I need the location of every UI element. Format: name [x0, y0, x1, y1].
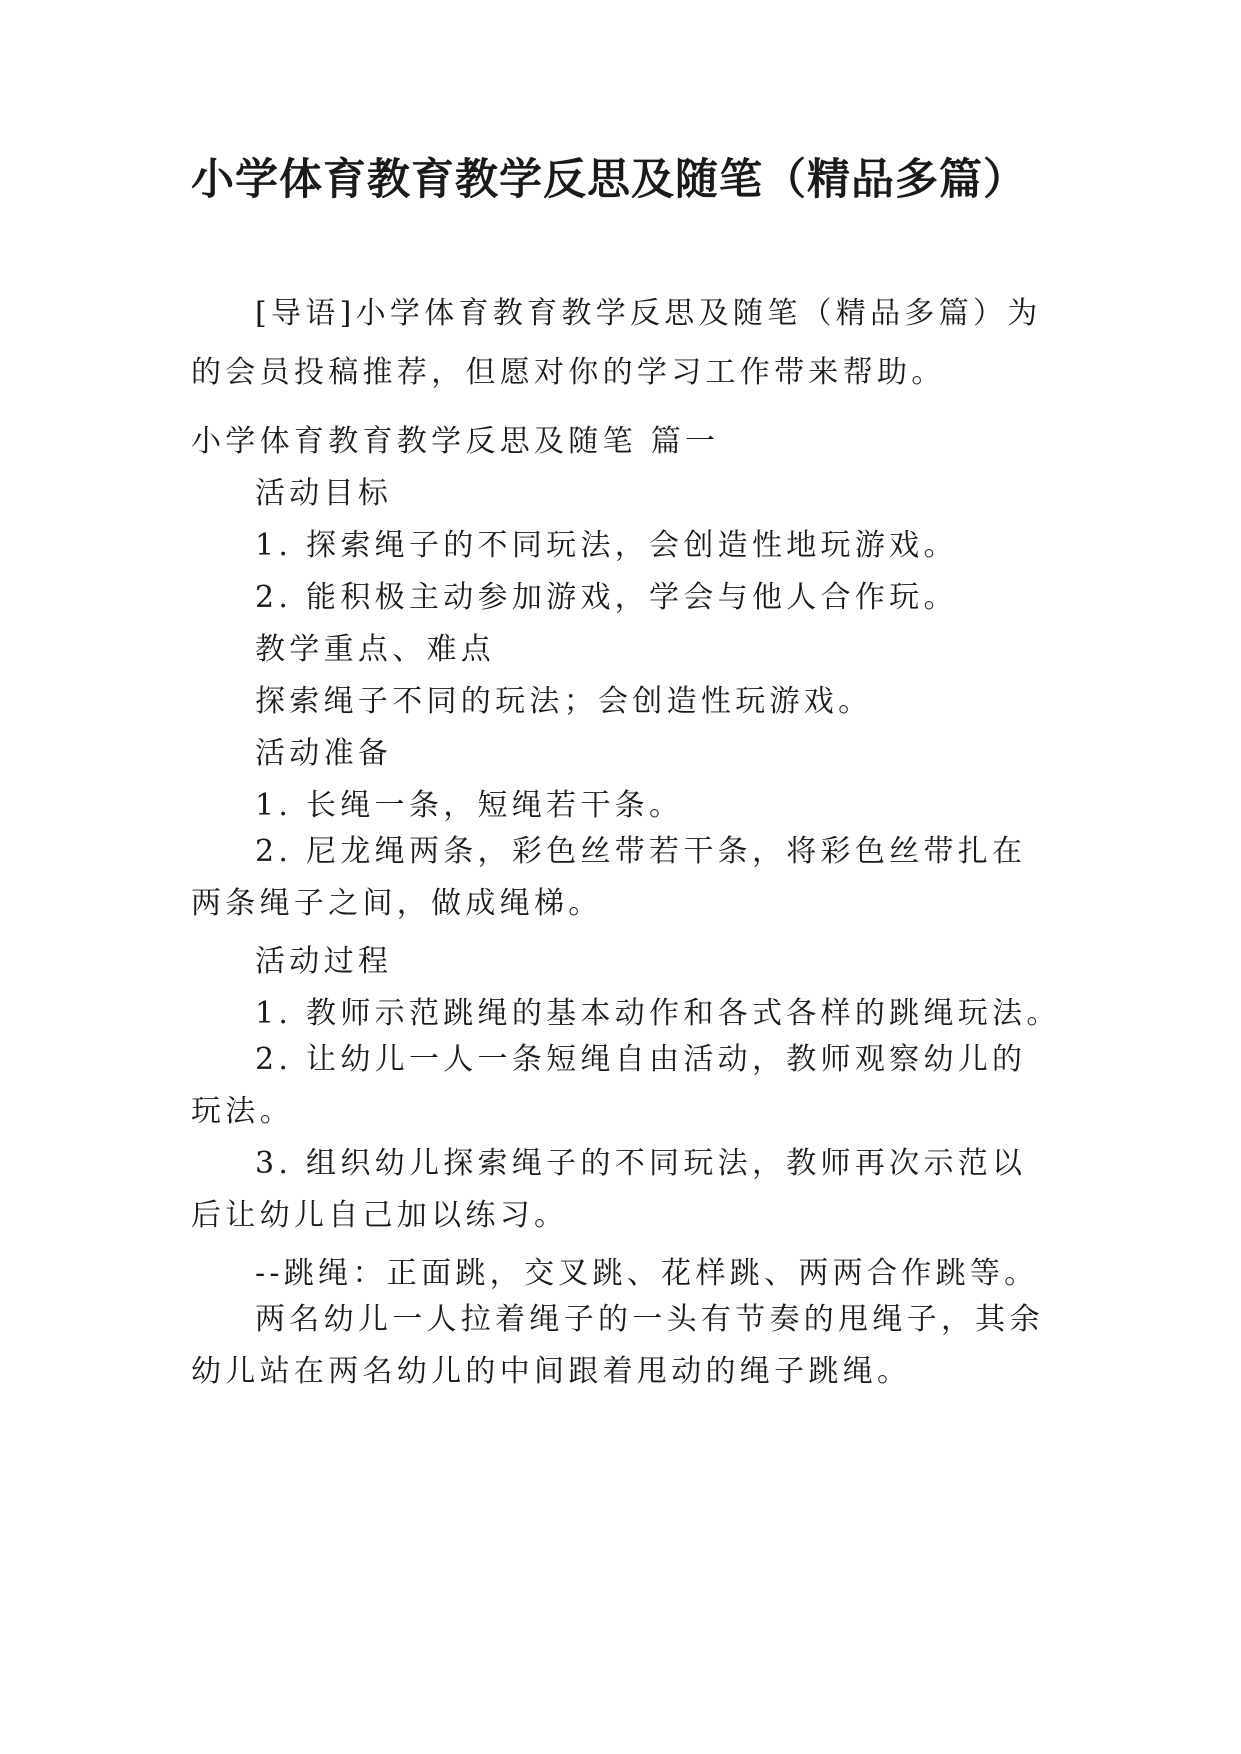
goal-heading: 活动目标	[255, 476, 393, 511]
process-heading: 活动过程	[255, 944, 393, 979]
key-text: 探索绳子不同的玩法；会创造性玩游戏。	[255, 684, 873, 719]
process-item-2: 2. 让幼儿一人一条短绳自由活动，教师观察幼儿的玩法。	[191, 1042, 1027, 1129]
key-heading: 教学重点、难点	[255, 632, 496, 667]
prep-item-1: 1. 长绳一条，短绳若干条。	[255, 788, 684, 823]
process-item-3: 3. 组织幼儿探索绳子的不同玩法，教师再次示范以后让幼儿自己加以练习。	[191, 1146, 1027, 1233]
goal-item-2: 2. 能积极主动参加游戏，学会与他人合作玩。	[255, 580, 958, 615]
two-children-paragraph: 两名幼儿一人拉着绳子的一头有节奏的甩绳子，其余幼儿站在两名幼儿的中间跟着甩动的绳子跳绳。	[191, 1302, 1044, 1389]
document-title: 小学体育教育教学反思及随笔（精品多篇）	[191, 155, 1027, 205]
jump-rope-line: --跳绳：正面跳，交叉跳、花样跳、两两合作跳等。	[255, 1256, 1039, 1291]
prep-item-2: 2. 尼龙绳两条，彩色丝带若干条，将彩色丝带扎在两条绳子之间，做成绳梯。	[191, 834, 1027, 921]
section-heading: 小学体育教育教学反思及随笔 篇一	[191, 424, 720, 459]
intro-paragraph: [导语]小学体育教育教学反思及随笔（精品多篇）为的会员投稿推荐，但愿对你的学习工作带来帮助。	[191, 296, 1042, 390]
prep-heading: 活动准备	[255, 736, 393, 771]
process-item-1: 1. 教师示范跳绳的基本动作和各式各样的跳绳玩法。	[255, 996, 1061, 1031]
goal-item-1: 1. 探索绳子的不同玩法，会创造性地玩游戏。	[255, 528, 958, 563]
